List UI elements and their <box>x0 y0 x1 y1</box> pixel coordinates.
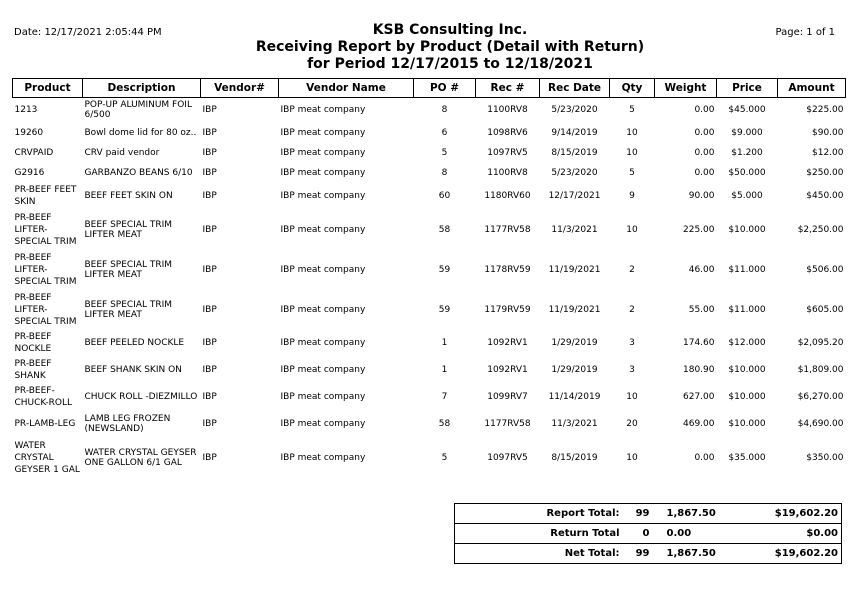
cell-product: PR-BEEF NOCKLE <box>14 332 52 354</box>
cell-qty: 10 <box>626 224 638 235</box>
cell-qty: 5 <box>629 105 635 116</box>
cell-rec-date: 11/3/2021 <box>551 224 598 235</box>
cell-vendor: IBP <box>202 392 217 402</box>
cell-qty: 2 <box>629 264 635 275</box>
cell-vendor-name: IBP meat company <box>280 105 366 116</box>
cell-qty: 3 <box>629 365 635 375</box>
cell-rec-date: 11/14/2019 <box>548 392 601 402</box>
cell-description: WATER CRYSTAL GEYSER ONE GALLON 6/1 GAL <box>84 447 197 468</box>
cell-weight: 180.90 <box>683 365 715 375</box>
cell-description: CRV paid vendor <box>84 147 160 158</box>
cell-product: PR-BEEF LIFTER-SPECIAL TRIM <box>14 292 77 327</box>
cell-amount: $2,095.20 <box>797 338 844 348</box>
table-row <box>13 143 846 163</box>
cell-weight: 0.00 <box>694 452 715 463</box>
cell-rec: 1098RV6 <box>487 127 528 138</box>
cell-qty: 3 <box>629 338 635 348</box>
table-row <box>13 183 846 210</box>
cell-rec-date: 1/29/2019 <box>551 338 598 348</box>
cell-description: Bowl dome lid for 80 oz.. <box>84 127 197 138</box>
cell-price: $10.000 <box>728 365 766 375</box>
cell-product: G2916 <box>14 167 45 178</box>
cell-amount: $2,250.00 <box>797 224 844 235</box>
cell-po: 60 <box>438 191 451 201</box>
cell-price: $35.000 <box>728 452 766 463</box>
cell-rec-date: 9/14/2019 <box>551 127 598 138</box>
cell-amount: $12.00 <box>812 147 844 158</box>
cell-vendor-name: IBP meat company <box>280 419 366 429</box>
total-qty: 99 <box>623 504 653 524</box>
cell-price: $11.000 <box>728 264 766 275</box>
cell-vendor: IBP <box>202 105 217 116</box>
cell-po: 8 <box>441 167 448 178</box>
cell-amount: $506.00 <box>806 264 844 275</box>
total-label: Report Total: <box>455 504 623 524</box>
cell-vendor: IBP <box>202 224 217 235</box>
table-row <box>13 250 846 290</box>
cell-product: PR-LAMB-LEG <box>14 419 76 429</box>
cell-amount: $450.00 <box>806 191 844 201</box>
report-period: for Period 12/17/2015 to 12/18/2021 <box>307 56 593 72</box>
cell-price: $1.200 <box>731 147 763 158</box>
totals-table <box>454 503 842 564</box>
cell-product: 1213 <box>14 105 38 116</box>
cell-vendor-name: IBP meat company <box>280 147 366 158</box>
cell-weight: 0.00 <box>694 147 715 158</box>
cell-description: CHUCK ROLL -DIEZMILLO <box>84 392 198 402</box>
table-row <box>13 98 846 123</box>
cell-qty: 9 <box>629 191 635 201</box>
total-weight: 0.00 <box>653 524 753 544</box>
cell-product: CRVPAID <box>14 147 54 158</box>
cell-amount: $250.00 <box>806 167 844 178</box>
cell-po: 6 <box>441 127 448 138</box>
cell-product: PR-BEEF LIFTER-SPECIAL TRIM <box>14 212 77 247</box>
cell-rec: 1097RV5 <box>487 452 528 463</box>
cell-vendor-name: IBP meat company <box>280 127 366 138</box>
cell-rec-date: 8/15/2019 <box>551 452 598 463</box>
cell-po: 5 <box>441 147 448 158</box>
cell-price: $50.000 <box>728 167 766 178</box>
total-amount: $19,602.20 <box>753 544 842 564</box>
column-header: Rec # <box>476 79 540 98</box>
table-row <box>13 357 846 384</box>
column-header: PO # <box>414 79 476 98</box>
column-header: Qty <box>610 79 655 98</box>
table-row <box>13 123 846 143</box>
column-header: Price <box>717 79 778 98</box>
cell-weight: 225.00 <box>683 224 715 235</box>
cell-weight: 469.00 <box>683 419 715 429</box>
cell-qty: 10 <box>626 392 638 402</box>
cell-weight: 0.00 <box>694 105 715 116</box>
cell-price: $45.000 <box>728 105 766 116</box>
cell-vendor: IBP <box>202 419 217 429</box>
cell-rec-date: 8/15/2019 <box>551 147 598 158</box>
cell-weight: 90.00 <box>688 191 715 201</box>
cell-amount: $350.00 <box>806 452 844 463</box>
cell-vendor-name: IBP meat company <box>280 365 366 375</box>
total-qty: 0 <box>623 524 653 544</box>
cell-amount: $6,270.00 <box>797 392 844 402</box>
cell-vendor: IBP <box>202 304 217 315</box>
cell-description: POP-UP ALUMINUM FOIL 6/500 <box>84 100 192 121</box>
cell-vendor: IBP <box>202 452 217 463</box>
cell-price: $5.000 <box>731 191 763 201</box>
cell-po: 1 <box>441 338 448 348</box>
column-header: Description <box>83 79 201 98</box>
totals-row <box>455 524 842 544</box>
cell-qty: 10 <box>626 452 638 463</box>
cell-vendor: IBP <box>202 147 217 158</box>
cell-vendor-name: IBP meat company <box>280 338 366 348</box>
cell-price: $10.000 <box>728 419 766 429</box>
cell-vendor-name: IBP meat company <box>280 452 366 463</box>
cell-qty: 20 <box>626 419 638 429</box>
cell-rec-date: 11/19/2021 <box>548 264 601 275</box>
totals-row <box>455 504 842 524</box>
total-amount: $19,602.20 <box>753 504 842 524</box>
cell-weight: 627.00 <box>683 392 715 402</box>
cell-po: 7 <box>441 392 448 402</box>
table-header-row <box>13 79 846 98</box>
total-label: Net Total: <box>455 544 623 564</box>
cell-rec-date: 11/3/2021 <box>551 419 598 429</box>
cell-po: 8 <box>441 105 448 116</box>
cell-amount: $90.00 <box>812 127 844 138</box>
cell-qty: 2 <box>629 304 635 315</box>
cell-vendor: IBP <box>202 338 217 348</box>
cell-vendor-name: IBP meat company <box>280 167 366 178</box>
cell-vendor-name: IBP meat company <box>280 224 366 235</box>
report-date: Date: 12/17/2021 2:05:44 PM <box>14 27 162 38</box>
total-weight: 1,867.50 <box>653 544 753 564</box>
column-header: Product <box>13 79 83 98</box>
cell-price: $10.000 <box>728 392 766 402</box>
table-row <box>13 330 846 357</box>
cell-po: 59 <box>438 264 451 275</box>
cell-po: 5 <box>441 452 448 463</box>
cell-product: 19260 <box>14 127 44 138</box>
table-row <box>13 210 846 250</box>
cell-vendor: IBP <box>202 365 217 375</box>
total-qty: 99 <box>623 544 653 564</box>
cell-weight: 0.00 <box>694 127 715 138</box>
total-amount: $0.00 <box>753 524 842 544</box>
cell-rec: 1092RV1 <box>487 338 528 348</box>
cell-rec-date: 5/23/2020 <box>551 105 598 116</box>
report-titles <box>0 22 865 73</box>
column-header: Rec Date <box>540 79 610 98</box>
page-number: Page: 1 of 1 <box>775 27 835 38</box>
total-label: Return Total <box>455 524 623 544</box>
cell-rec-date: 1/29/2019 <box>551 365 598 375</box>
cell-vendor: IBP <box>202 127 217 138</box>
cell-description: BEEF FEET SKIN ON <box>84 191 173 201</box>
cell-po: 1 <box>441 365 448 375</box>
column-header: Vendor# <box>201 79 279 98</box>
cell-rec: 1100RV8 <box>487 167 528 178</box>
cell-po: 58 <box>438 224 451 235</box>
column-header: Weight <box>655 79 717 98</box>
cell-qty: 5 <box>629 167 635 178</box>
cell-vendor-name: IBP meat company <box>280 392 366 402</box>
cell-vendor-name: IBP meat company <box>280 304 366 315</box>
cell-product: WATER CRYSTAL GEYSER 1 GAL <box>14 440 80 475</box>
cell-description: BEEF SPECIAL TRIM LIFTER MEAT <box>84 259 173 280</box>
cell-price: $12.000 <box>728 338 766 348</box>
table-row <box>13 290 846 330</box>
cell-rec: 1180RV60 <box>484 191 531 201</box>
cell-po: 59 <box>438 304 451 315</box>
cell-product: PR-BEEF FEET SKIN <box>14 185 77 207</box>
cell-description: LAMB LEG FROZEN (NEWSLAND) <box>84 414 171 434</box>
cell-description: BEEF SPECIAL TRIM LIFTER MEAT <box>84 299 173 320</box>
cell-rec-date: 11/19/2021 <box>548 304 601 315</box>
cell-description: BEEF SPECIAL TRIM LIFTER MEAT <box>84 219 173 240</box>
cell-product: PR-BEEF LIFTER-SPECIAL TRIM <box>14 252 77 287</box>
cell-price: $10.000 <box>728 224 766 235</box>
cell-product: PR-BEEF SHANK <box>14 359 52 381</box>
table-row <box>13 411 846 438</box>
table-row <box>13 163 846 183</box>
report-title: Receiving Report by Product (Detail with Return) <box>255 39 645 55</box>
cell-qty: 10 <box>626 127 638 138</box>
cell-weight: 46.00 <box>688 264 715 275</box>
cell-weight: 0.00 <box>694 167 715 178</box>
cell-rec: 1100RV8 <box>487 105 528 116</box>
cell-vendor-name: IBP meat company <box>280 191 366 201</box>
cell-vendor-name: IBP meat company <box>280 264 366 275</box>
cell-rec: 1178RV59 <box>484 264 531 275</box>
table-row <box>13 438 846 478</box>
cell-rec: 1097RV5 <box>487 147 528 158</box>
cell-weight: 55.00 <box>688 304 715 315</box>
cell-vendor: IBP <box>202 191 217 201</box>
cell-product: PR-BEEF-CHUCK-ROLL <box>14 386 72 408</box>
table-row <box>13 384 846 411</box>
cell-rec: 1099RV7 <box>487 392 528 402</box>
cell-amount: $225.00 <box>806 105 844 116</box>
total-weight: 1,867.50 <box>653 504 753 524</box>
cell-amount: $605.00 <box>806 304 844 315</box>
column-header: Vendor Name <box>279 79 414 98</box>
cell-rec: 1092RV1 <box>487 365 528 375</box>
cell-qty: 10 <box>626 147 638 158</box>
cell-rec: 1177RV58 <box>484 419 531 429</box>
cell-weight: 174.60 <box>683 338 715 348</box>
cell-po: 58 <box>438 419 451 429</box>
cell-rec-date: 5/23/2020 <box>551 167 598 178</box>
cell-price: $9.000 <box>731 127 763 138</box>
cell-description: BEEF SHANK SKIN ON <box>84 365 182 375</box>
cell-vendor: IBP <box>202 167 217 178</box>
receiving-table <box>12 78 846 478</box>
cell-vendor: IBP <box>202 264 217 275</box>
totals-row <box>455 544 842 564</box>
cell-description: BEEF PEELED NOCKLE <box>84 338 185 348</box>
column-header: Amount <box>778 79 846 98</box>
cell-description: GARBANZO BEANS 6/10 <box>84 167 193 178</box>
cell-price: $11.000 <box>728 304 766 315</box>
cell-amount: $4,690.00 <box>797 419 844 429</box>
company-name: KSB Consulting Inc. <box>372 22 528 38</box>
cell-rec-date: 12/17/2021 <box>548 191 601 201</box>
cell-amount: $1,809.00 <box>797 365 844 375</box>
cell-rec: 1179RV59 <box>484 304 531 315</box>
cell-rec: 1177RV58 <box>484 224 531 235</box>
